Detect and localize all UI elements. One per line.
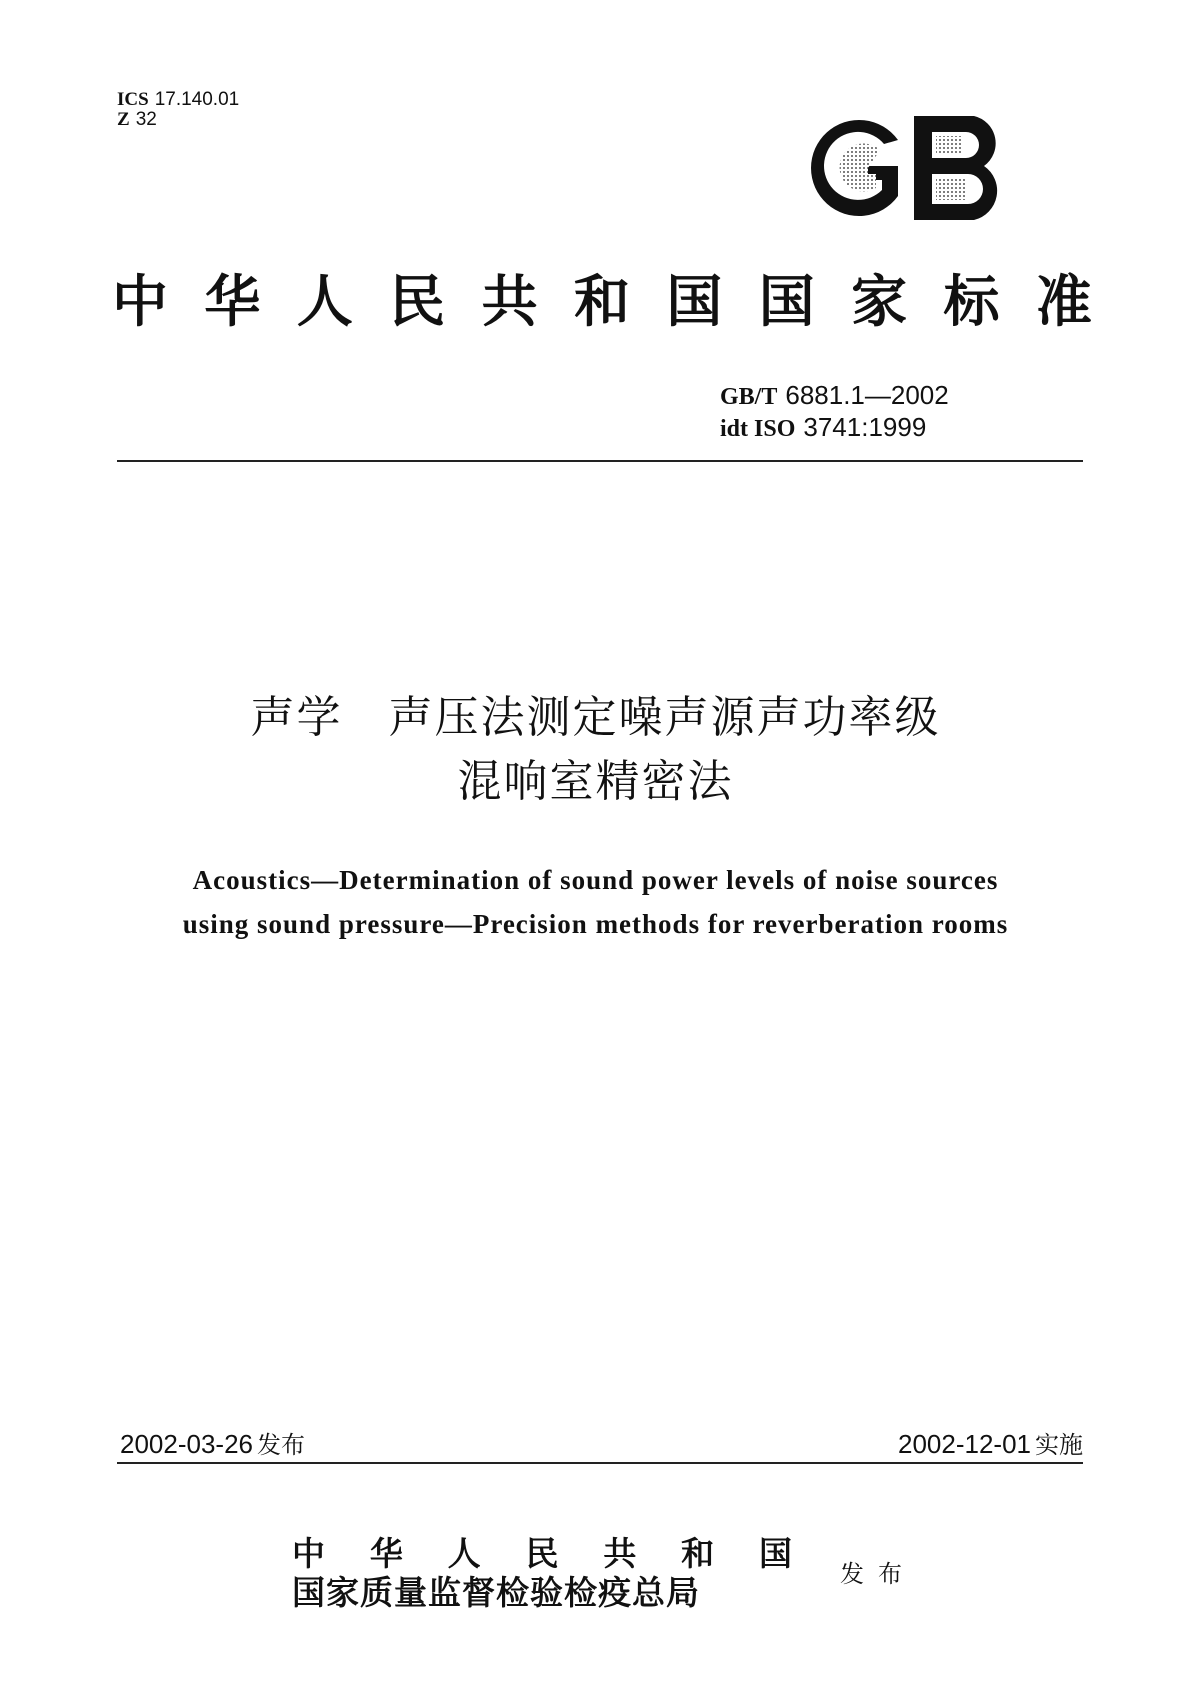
heading-char: 中 xyxy=(112,269,168,335)
publisher-char: 中 xyxy=(292,1534,325,1573)
heading-char: 国 xyxy=(758,269,815,335)
title-en-line-1: Acoustics—Determination of sound power levels of noise sources xyxy=(192,865,999,895)
publisher-char: 和 xyxy=(681,1534,715,1573)
title-cn-line-2: 混响室精密法 xyxy=(457,756,734,807)
standard-prefix: GB/T xyxy=(720,384,778,410)
heading-char: 人 xyxy=(296,269,353,335)
z-label: Z xyxy=(117,109,130,130)
heading-char: 共 xyxy=(481,269,538,335)
publisher-line-2: 国家质量监督检验检疫总局 xyxy=(292,1573,700,1612)
ics-value: 17.140.01 xyxy=(154,89,240,110)
identical-prefix: idt ISO xyxy=(720,416,796,442)
heading-char: 国 xyxy=(666,269,723,335)
heading-char: 准 xyxy=(1035,269,1092,335)
publisher-char: 共 xyxy=(603,1534,637,1573)
heading-char: 和 xyxy=(573,269,630,335)
heading-char: 民 xyxy=(389,269,446,335)
ics-label: ICS xyxy=(117,89,149,110)
ics-line xyxy=(117,90,239,110)
z-value: 32 xyxy=(135,109,157,130)
gb-logo xyxy=(806,110,1014,226)
standard-code-block xyxy=(720,380,1050,444)
title-en-line-2: using sound pressure—Precision methods for reverberation rooms xyxy=(182,909,1009,939)
publisher-char: 民 xyxy=(525,1534,559,1573)
standard-number-line xyxy=(720,380,1050,412)
effective-date-value: 2002-12-01 xyxy=(898,1429,1031,1459)
issue-date xyxy=(120,1428,305,1461)
publisher-char: 华 xyxy=(369,1534,403,1573)
classification-block xyxy=(117,90,239,130)
publisher-line-1 xyxy=(292,1535,792,1573)
publisher-char: 国 xyxy=(758,1534,792,1573)
identical-standard-line xyxy=(720,412,1050,444)
issue-date-label: 发布 xyxy=(257,1431,305,1459)
gb-logo-icon xyxy=(806,110,1014,226)
footer-divider xyxy=(117,1462,1083,1464)
title-cn-line-1: 声学 声压法测定噪声源声功率级 xyxy=(250,692,941,743)
standard-number: 6881.1—2002 xyxy=(785,380,949,410)
z-line xyxy=(117,110,239,130)
heading-char: 家 xyxy=(851,269,908,335)
identical-number: 3741:1999 xyxy=(803,412,927,442)
issue-date-value: 2002-03-26 xyxy=(120,1429,253,1459)
effective-date-label: 实施 xyxy=(1035,1431,1083,1459)
effective-date xyxy=(898,1428,1083,1461)
national-standard-heading xyxy=(112,270,1092,334)
heading-char: 华 xyxy=(204,269,261,335)
publish-action-label: 发布 xyxy=(840,1560,916,1588)
header-divider xyxy=(117,460,1083,462)
publisher-char: 人 xyxy=(447,1534,481,1573)
heading-char: 标 xyxy=(943,269,1000,335)
